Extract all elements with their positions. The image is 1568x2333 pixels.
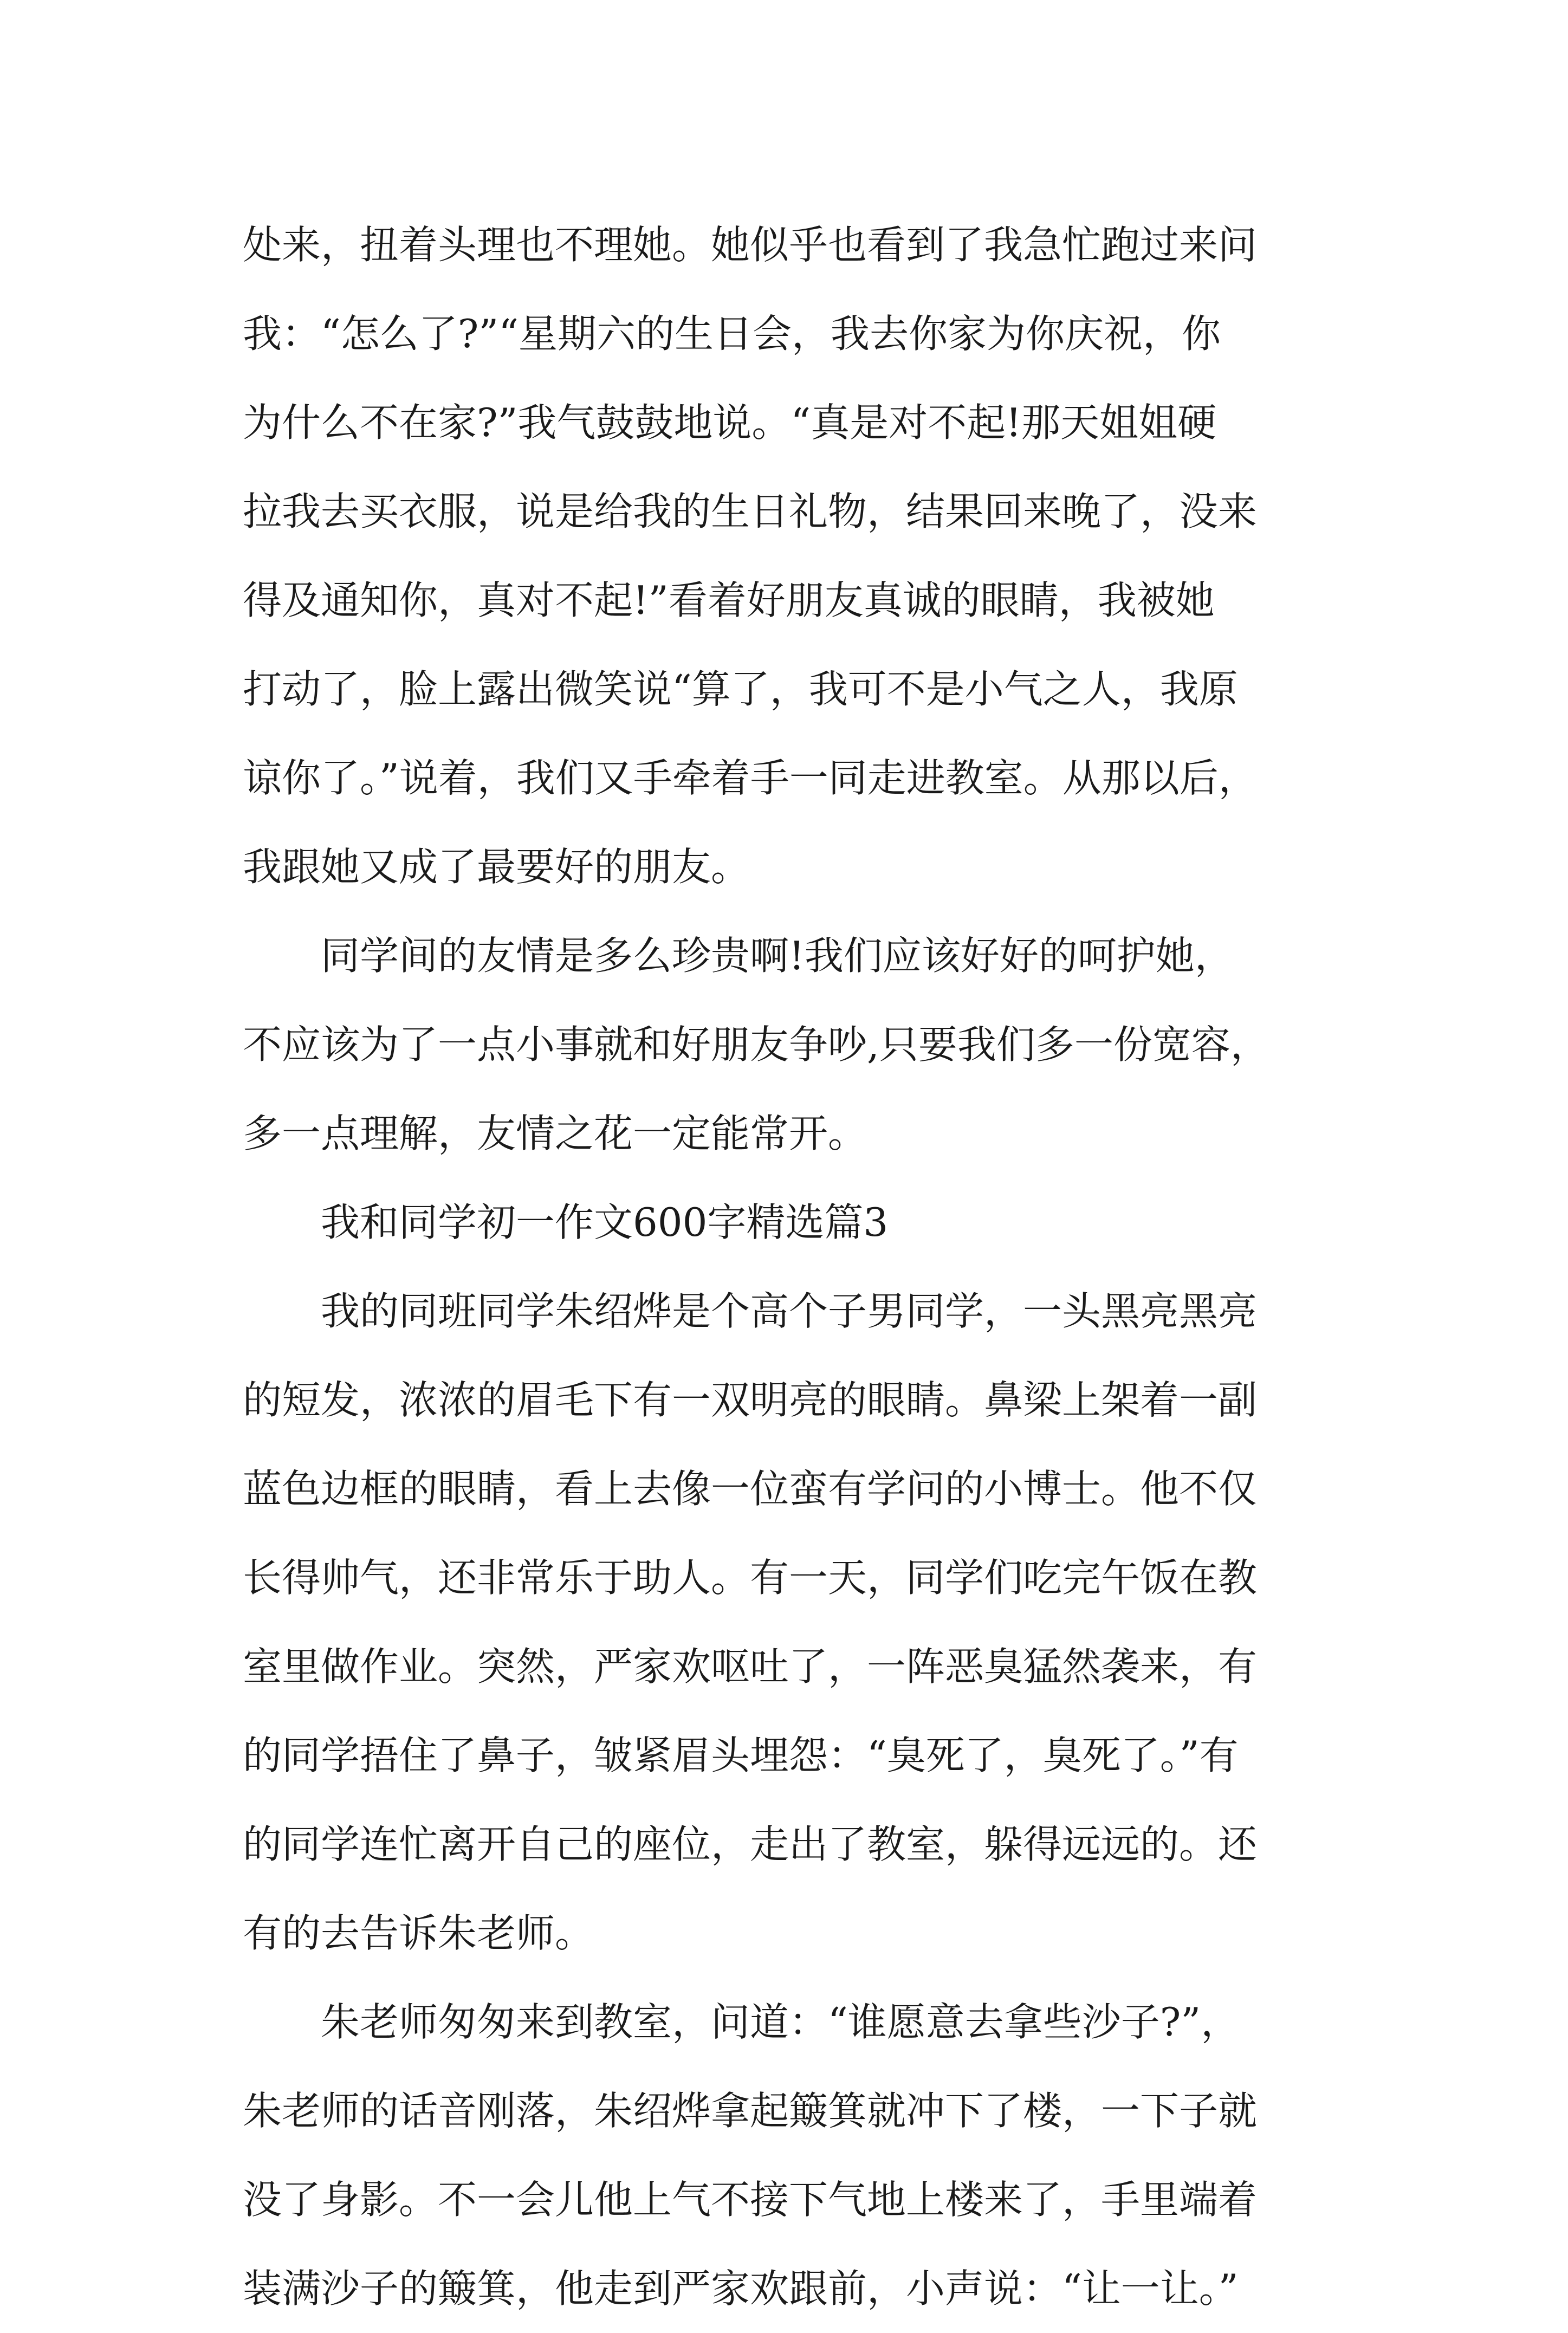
text-line: 的同学捂住了鼻子，皱紧眉头埋怨：“臭死了，臭死了。”有 [243,1733,1239,1778]
text-line: 的同学连忙离开自己的座位，走出了教室，躲得远远的。还 [243,1822,1258,1867]
paragraph-start-line: 我的同班同学朱绍烨是个高个子男同学，一头黑亮黑亮 [321,1288,1258,1334]
text-line: 为什么不在家?”我气鼓鼓地说。“真是对不起!那天姐姐硬 [243,400,1217,445]
text-line: 没了身影。不一会儿他上气不接下气地上楼来了，手里端着 [243,2177,1258,2222]
text-line: 蓝色边框的眼睛，看上去像一位蛮有学问的小博士。他不仅 [243,1466,1258,1512]
document-body [243,200,1348,2333]
text-line: 我跟她又成了最要好的朋友。 [243,844,750,890]
text-line: 有的去告诉朱老师。 [243,1910,594,1956]
text-line: 处来，扭着头理也不理她。她似乎也看到了我急忙跑过来问 [243,222,1258,268]
text-line: 我：“怎么了?”“星期六的生日会，我去你家为你庆祝，你 [243,311,1221,357]
text-line: 的短发，浓浓的眉毛下有一双明亮的眼睛。鼻梁上架着一副 [243,1377,1258,1423]
paragraph-start-line: 朱老师匆匆来到教室，问道：“谁愿意去拿些沙子?”， [321,1999,1240,2045]
text-line: 室里做作业。突然，严家欢呕吐了，一阵恶臭猛然袭来，有 [243,1644,1258,1689]
paragraph-start-line: 同学间的友情是多么珍贵啊!我们应该好好的呵护她， [321,933,1234,978]
text-line: 装满沙子的簸箕，他走到严家欢跟前，小声说：“让一让。” [243,2266,1239,2311]
text-line: 打动了，脸上露出微笑说“算了，我可不是小气之人，我原 [243,666,1238,712]
text-line: 朱老师的话音刚落，朱绍烨拿起簸箕就冲下了楼，一下子就 [243,2088,1258,2134]
section-heading: 我和同学初一作文600字精选篇3 [321,1200,889,1245]
text-line: 多一点理解，友情之花一定能常开。 [243,1111,867,1156]
text-line: 不应该为了一点小事就和好朋友争吵,只要我们多一份宽容， [243,1022,1269,1067]
text-line: 长得帅气，还非常乐于助人。有一天，同学们吃完午饭在教 [243,1555,1258,1600]
text-line: 得及通知你，真对不起!”看着好朋友真诚的眼睛，我被她 [243,578,1215,623]
text-line: 谅你了。”说着，我们又手牵着手一同走进教室。从那以后， [243,755,1258,801]
text-line: 拉我去买衣服，说是给我的生日礼物，结果回来晚了，没来 [243,489,1258,534]
